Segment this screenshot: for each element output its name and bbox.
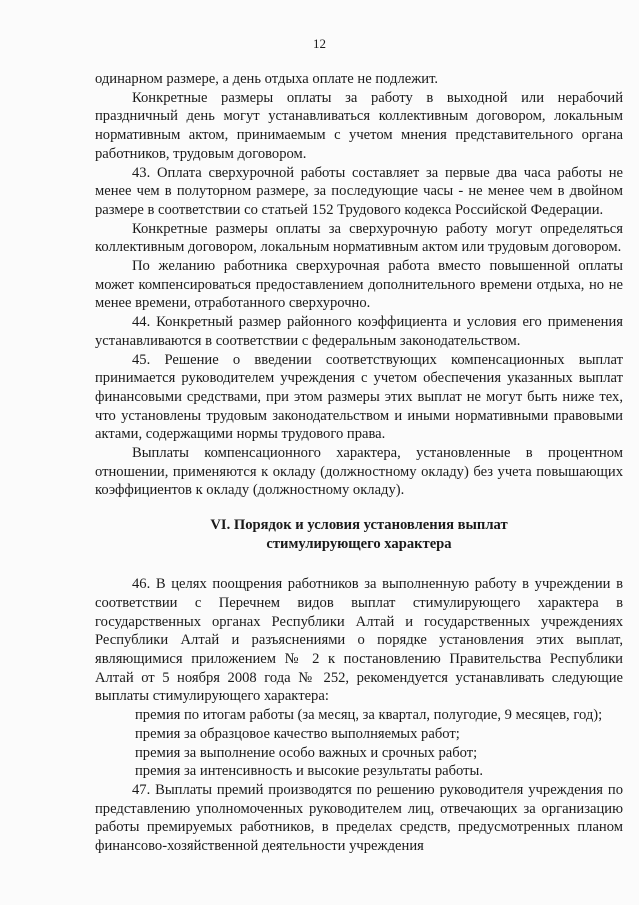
paragraph-item-46: 46. В целях поощрения работников за выполненную работу в учреждении в соответствии с Перечнем видов выплат стимулирующего характера в государственных органах Республики Алтай и государственных учреждениях Республики Алтай и разъяснениями о порядке установления этих выплат, являющимися приложением № 2 к постановлению Правительства Республики Алтай от 5 ноября 2008 года № 252, рекомендуется устанавливать следующие выплаты стимулирующего характера: [95, 576, 623, 705]
paragraph-item-44: 44. Конкретный размер районного коэффициента и условия его применения устанавливаются в соответствии с федеральным законодательством. [95, 314, 623, 349]
page-number: 12 [313, 36, 326, 51]
paragraph: одинарном размере, а день отдыха оплате не подлежит. [95, 71, 439, 87]
paragraph: Выплаты компенсационного характера, установленные в процентном отношении, применяются к окладу (должностному окладу) без учета повышающих коэффициентов к окладу (должностному окладу). [95, 445, 623, 499]
document-body [95, 70, 623, 856]
paragraph-item-47: 47. Выплаты премий производятся по решению руководителя учреждения по представлению уполномоченных руководителем лиц, отвечающих за организацию работы премируемых работников, в пределах средств, предусмотренных планом финансово-хозяйственной деятельности учреждения [95, 781, 623, 855]
list-item: премия по итогам работы (за месяц, за квартал, полугодие, 9 месяцев, год); [135, 707, 603, 724]
heading-spacer [95, 554, 623, 575]
paragraph-item-45: 45. Решение о введении соответствующих компенсационных выплат принимается руководителем учреждения с учетом обеспечения указанных выплат финансовыми средствами, при этом размеры этих выплат не могут быть ниже тех, что установлены трудовым законодательством и иными нормативными правовыми актами, содержащими нормы трудового права. [95, 351, 623, 443]
paragraph: Конкретные размеры оплаты за работу в выходной или нерабочий праздничный день могут устанавливаться коллективным договором, локальным нормативным актом, принимаемым с учетом мнения представительного органа работников, трудовым договором. [95, 89, 623, 162]
list-item: премия за выполнение особо важных и срочных работ; [135, 744, 478, 761]
section-heading [95, 516, 623, 554]
section-heading-line-1: VI. Порядок и условия установления выплат [210, 517, 508, 534]
paragraph-item-43: 43. Оплата сверхурочной работы составляет за первые два часа работы не менее чем в полуторном размере, за последующие часы - не менее чем в двойном размере в соответствии со статьей 152 Трудового кодекса Российской Федерации. [95, 164, 623, 218]
list-item: премия за образцовое качество выполняемых работ; [135, 725, 460, 742]
bonus-list [95, 706, 623, 781]
paragraph: Конкретные размеры оплаты за сверхурочную работу могут определяться коллективным договором, локальным нормативным актом или трудовым договором. [95, 220, 623, 256]
list-item: премия за интенсивность и высокие результаты работы. [135, 763, 483, 780]
section-heading-line-2: стимулирующего характера [266, 536, 452, 553]
paragraph: По желанию работника сверхурочная работа вместо повышенной оплаты может компенсироваться предоставлением дополнительного времени отдыха, но не менее времени, отработанного сверхурочно. [95, 258, 623, 312]
